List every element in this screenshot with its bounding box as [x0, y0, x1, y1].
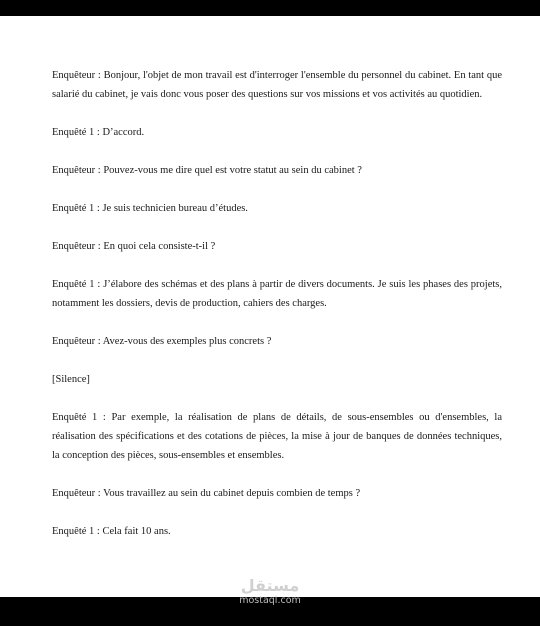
transcript-paragraph: Enquêteur : Avez-vous des exemples plus concrets ? [52, 336, 272, 347]
transcript-paragraph: Enquêté 1 : Cela fait 10 ans. [52, 526, 171, 537]
transcript-paragraph: Enquêté 1 : Je suis technicien bureau d’études. [52, 203, 248, 214]
watermark-site: mostaql.com [239, 595, 301, 606]
transcript-paragraph: Enquêteur : Bonjour, l'objet de mon travail est d'interroger l'ensemble du personnel du cabinet. En tant que salarié du cabinet, je vais donc vous poser des questions sur vos missions et vos activités au quotidien. [52, 70, 502, 100]
watermark-logo: مستقل [240, 576, 300, 595]
mostaql-watermark [0, 577, 540, 617]
transcript-paragraph: Enquêté 1 : Par exemple, la réalisation de plans de détails, de sous-ensembles ou d'ensembles, la réalisation des spécifications et des cotations de pièces, la mise à jour de banques de données techniques, la conception des pièces, sous-ensembles et ensembles. [52, 412, 502, 461]
document-page [0, 16, 540, 597]
transcript-paragraph: [Silence] [52, 374, 90, 385]
transcript-paragraph: Enquêteur : Pouvez-vous me dire quel est votre statut au sein du cabinet ? [52, 165, 362, 176]
transcript-paragraph: Enquêté 1 : D’accord. [52, 127, 145, 138]
transcript-paragraph: Enquêteur : Vous travaillez au sein du cabinet depuis combien de temps ? [52, 488, 361, 499]
transcript-paragraph: Enquêteur : En quoi cela consiste-t-il ? [52, 241, 216, 252]
interview-transcript [52, 66, 502, 560]
transcript-paragraph: Enquêté 1 : J’élabore des schémas et des plans à partir de divers documents. Je suis les phases des projets, notamment les dossiers, devis de production, cahiers des charges. [52, 279, 502, 309]
